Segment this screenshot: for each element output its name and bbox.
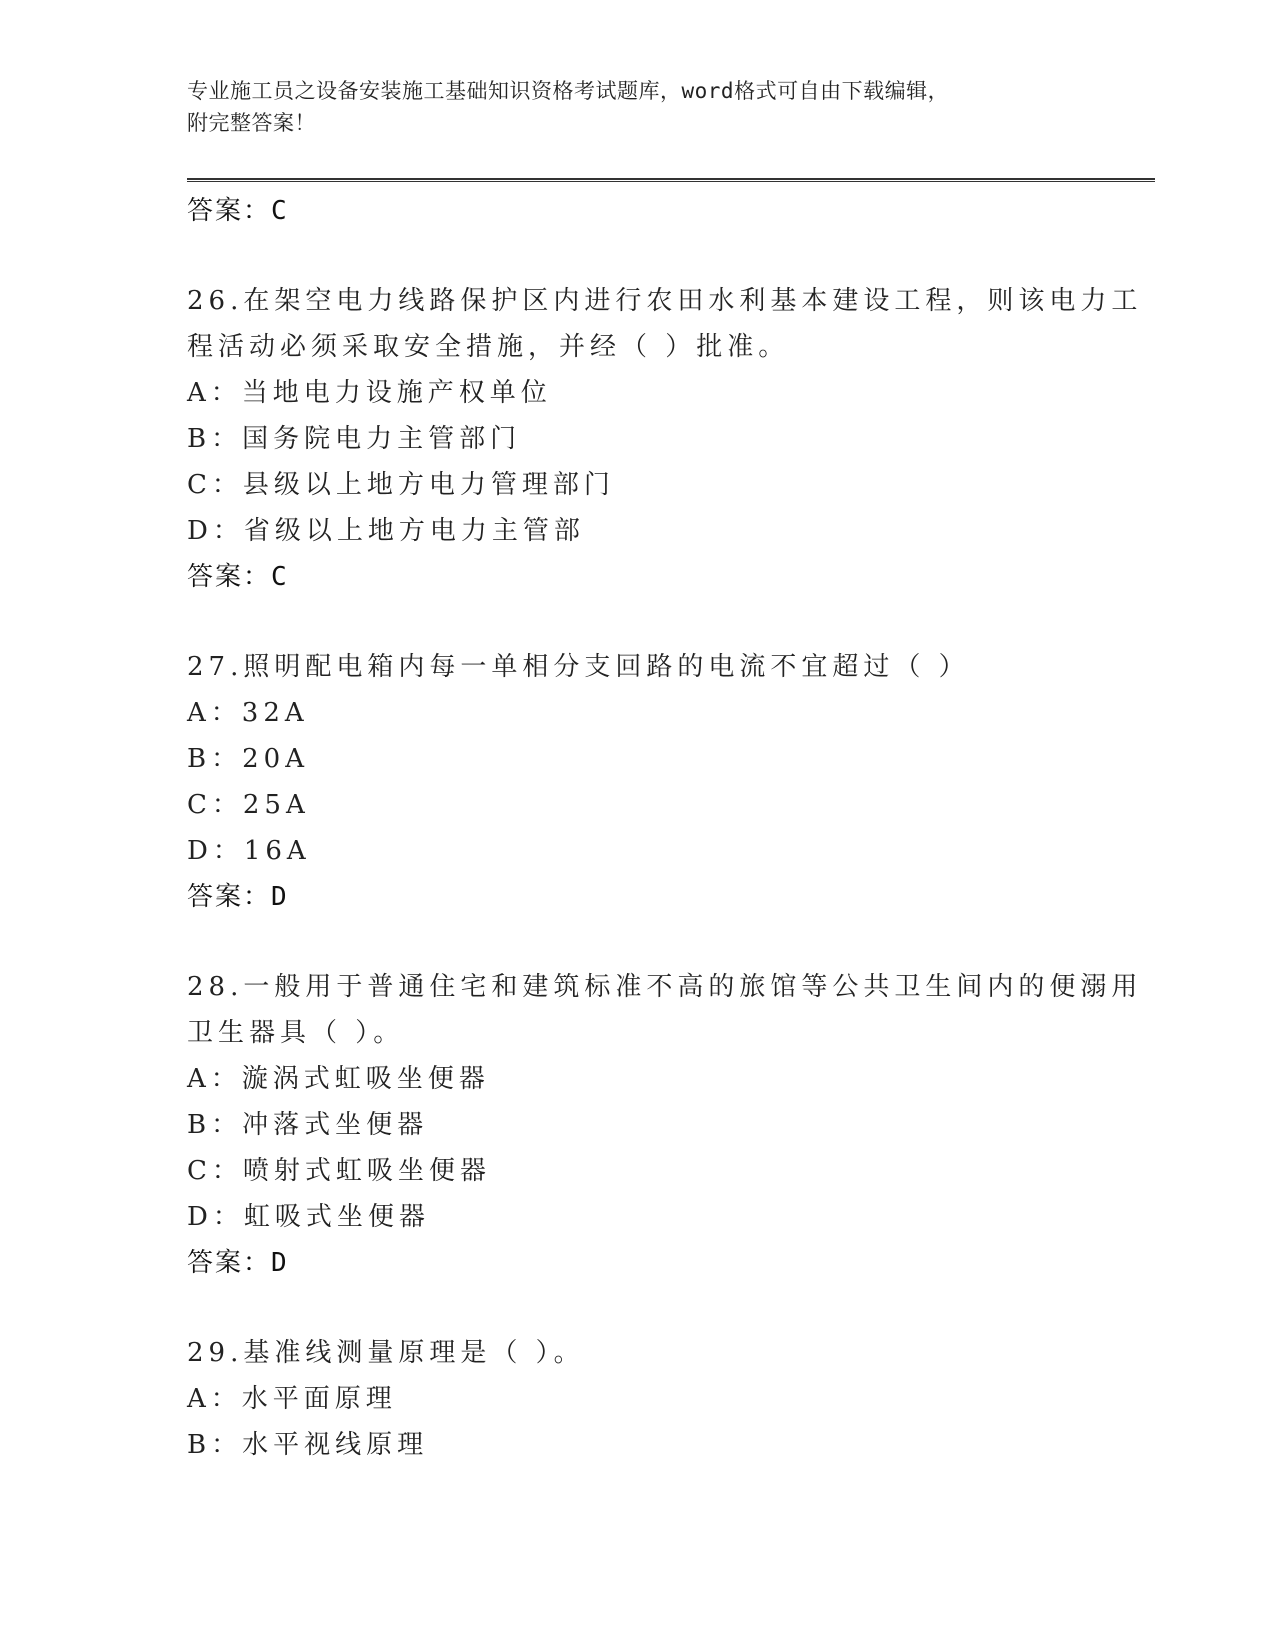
option-a: A：水平面原理 [187,1384,397,1414]
answer-label: 答案： [187,1248,272,1278]
answer-line [187,554,1087,600]
document-header [187,75,1087,139]
option-b: B：国务院电力主管部门 [187,424,522,454]
header-line-2: 附完整答案！ [187,111,316,135]
question-block [187,644,1087,920]
answer-value: D [271,1248,289,1278]
spacer [187,920,1087,964]
question-text-line: 28.一般用于普通住宅和建筑标准不高的旅馆等公共卫生间内的便溺用 [187,972,1143,1002]
option-c: C：25A [187,790,310,820]
option-d: D：省级以上地方电力主管部 [187,516,585,546]
answer-value: D [271,882,289,912]
question-list [187,188,1143,1468]
question-text-line: 26.在架空电力线路保护区内进行农田水利基本建设工程，则该电力工 [187,286,1143,316]
option-d: D：16A [187,836,311,866]
answer-value: C [271,196,289,226]
option-b: B：冲落式坐便器 [187,1110,429,1140]
answer-label: 答案： [187,562,272,592]
answer-line [187,874,1087,920]
question-text-line: 29.基准线测量原理是（ ）。 [187,1338,585,1368]
answer-value: C [271,562,289,592]
question-block [187,278,1143,600]
header-line-1: 专业施工员之设备安装施工基础知识资格考试题库，word格式可自由下载编辑， [187,79,950,103]
answer-line [187,1240,1087,1286]
option-d: D：虹吸式坐便器 [187,1202,430,1232]
option-a: A：漩涡式虹吸坐便器 [187,1064,490,1094]
answer-label: 答案： [187,882,272,912]
option-c: C：喷射式虹吸坐便器 [187,1156,491,1186]
answer-line [187,188,1087,234]
option-a: A：32A [187,698,309,728]
question-text-line: 程活动必须采取安全措施，并经（ ）批准。 [187,332,790,362]
option-c: C：县级以上地方电力管理部门 [187,470,615,500]
spacer [187,234,1087,278]
option-a: A：当地电力设施产权单位 [187,378,552,408]
header-divider [187,178,1155,182]
answer-label: 答案： [187,196,272,226]
question-block [187,1330,1087,1468]
question-text-line: 卫生器具（ ）。 [187,1018,405,1048]
spacer [187,600,1087,644]
spacer [187,1286,1087,1330]
question-text-line: 27.照明配电箱内每一单相分支回路的电流不宜超过（ ） [187,652,970,682]
option-b: B：水平视线原理 [187,1430,429,1460]
option-b: B：20A [187,744,309,774]
question-block [187,964,1143,1286]
